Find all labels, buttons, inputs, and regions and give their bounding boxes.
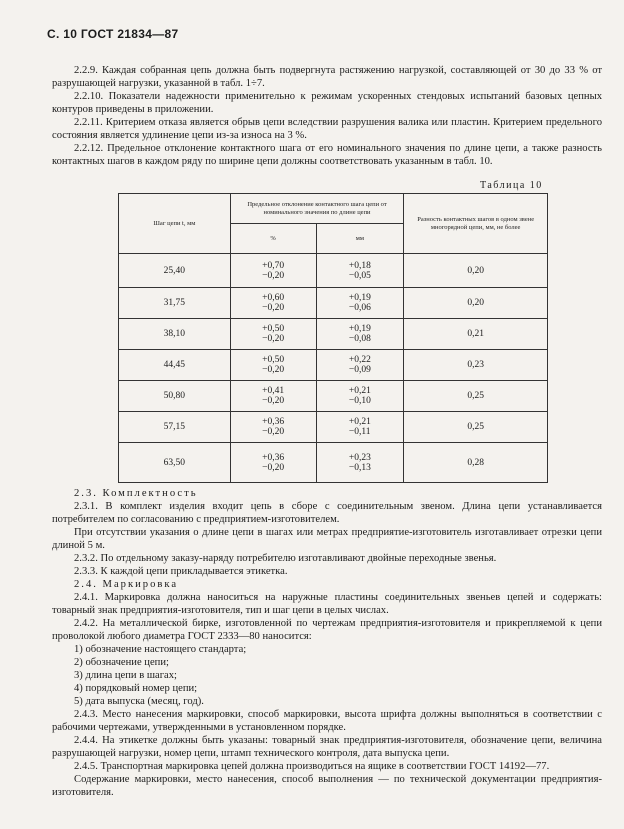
table-caption: Таблица 10: [480, 180, 543, 191]
cell-difference: 0,25: [404, 381, 548, 412]
header-pitch: Шаг цепи t, мм: [119, 194, 231, 254]
section-2-3-title: 2.3. Комплектность: [74, 488, 198, 499]
paragraphs-top: [52, 64, 602, 168]
cell-mm: +0,18 −0,05: [316, 254, 404, 288]
cell-pitch: 57,15: [119, 412, 231, 443]
table-row: [119, 288, 548, 319]
paragraph-2-2-9: 2.2.9. Каждая собранная цепь должна быть подвергнута растяжению нагрузкой, составляющей от 30 до 33 % от разрушающей нагрузки, указанной в табл. 1÷7.: [52, 65, 602, 89]
cell-pitch: 38,10: [119, 319, 231, 350]
cell-mm: +0,21 −0,10: [316, 381, 404, 412]
cell-difference: 0,28: [404, 443, 548, 483]
cell-percent: +0,60 −0,20: [230, 288, 316, 319]
list-item: 1) обозначение настоящего стандарта;: [74, 644, 247, 655]
cell-percent: +0,41 −0,20: [230, 381, 316, 412]
list-item: 5) дата выпуска (месяц, год).: [74, 696, 204, 707]
paragraphs-bottom: [52, 487, 602, 799]
table-row: [119, 412, 548, 443]
cell-mm: +0,22 −0,09: [316, 350, 404, 381]
paragraph-2-4-3: 2.4.3. Место нанесения маркировки, способ маркировки, высота шрифта должны выполняться в соответствии с рабочими чертежами, утвержденными в установленном порядке.: [52, 709, 602, 733]
cell-pitch: 31,75: [119, 288, 231, 319]
table-row: [119, 443, 548, 483]
cell-percent: +0,50 −0,20: [230, 319, 316, 350]
cell-mm: +0,19 −0,06: [316, 288, 404, 319]
list-item: 2) обозначение цепи;: [74, 657, 169, 668]
table-row: [119, 254, 548, 288]
paragraph-2-4-2: 2.4.2. На металлической бирке, изготовленной по чертежам предприятия-изготовителя и прикрепляемой к цепи проволокой любого диаметра ГОСТ 2333—80 наносится:: [52, 618, 602, 642]
header-difference: Разность контактных шагов в одном звене многорядной цепи, мм, не более: [404, 194, 548, 254]
paragraph-2-4-4: 2.4.4. На этикетке должны быть указаны: товарный знак предприятия-изготовителя, обозначение цепи, величина разрушающей нагрузки, номер цепи, штамп технического контроля, дата выпуска цепи.: [52, 735, 602, 759]
paragraph-2-2-12: 2.2.12. Предельное отклонение контактного шага от его номинального значения по длине цепи, а также разность контактных шагов в каждом ряду по ширине цепи должны соответствовать указанным в табл. 10.: [52, 143, 602, 167]
paragraph-2-4-5: 2.4.5. Транспортная маркировка цепей должна производиться на ящике в соответствии ГОСТ 14192—77.: [74, 761, 550, 772]
cell-difference: 0,20: [404, 254, 548, 288]
paragraph-2-2-10: 2.2.10. Показатели надежности применительно к режимам ускоренных стендовых испытаний базовых цепных контуров приведены в приложении.: [52, 91, 602, 115]
cell-mm: +0,21 −0,11: [316, 412, 404, 443]
paragraph-2-3-2: 2.3.2. По отдельному заказу-наряду потребителю изготавливают двойные переходные звенья.: [74, 553, 497, 564]
cell-percent: +0,70 −0,20: [230, 254, 316, 288]
table-row: [119, 319, 548, 350]
cell-percent: +0,36 −0,20: [230, 412, 316, 443]
cell-mm: +0,19 −0,08: [316, 319, 404, 350]
cell-mm: +0,23 −0,13: [316, 443, 404, 483]
cell-difference: 0,23: [404, 350, 548, 381]
cell-difference: 0,20: [404, 288, 548, 319]
table-row: [119, 381, 548, 412]
page-header: С. 10 ГОСТ 21834—87: [47, 27, 179, 41]
paragraph-last: Содержание маркировки, место нанесения, способ выполнения — по технической документации предприятия-изготовителя.: [52, 774, 602, 798]
cell-difference: 0,25: [404, 412, 548, 443]
table-10: [118, 193, 548, 483]
section-2-4-title: 2.4. Маркировка: [74, 579, 179, 590]
cell-pitch: 25,40: [119, 254, 231, 288]
paragraph-2-3-1-b: При отсутствии указания о длине цепи в шагах или метрах предприятие-изготовитель изготавливает отрезки цепи длиной 5 м.: [52, 527, 602, 551]
cell-pitch: 63,50: [119, 443, 231, 483]
table-row: [119, 350, 548, 381]
paragraph-2-3-3: 2.3.3. К каждой цепи прикладывается этикетка.: [74, 566, 288, 577]
cell-pitch: 50,80: [119, 381, 231, 412]
cell-percent: +0,50 −0,20: [230, 350, 316, 381]
list-item: 3) длина цепи в шагах;: [74, 670, 177, 681]
cell-difference: 0,21: [404, 319, 548, 350]
list-item: 4) порядковый номер цепи;: [74, 683, 198, 694]
paragraph-2-3-1: 2.3.1. В комплект изделия входит цепь в сборе с соединительным звеном. Длина цепи устанавливается потребителем по согласованию с предприятием-изготовителем.: [52, 501, 602, 525]
header-percent: %: [230, 224, 316, 254]
header-mm: мм: [316, 224, 404, 254]
cell-pitch: 44,45: [119, 350, 231, 381]
paragraph-2-4-1: 2.4.1. Маркировка должна наноситься на наружные пластины соединительных звеньев цепей и содержать: товарный знак предприятия-изготовителя, тип и шаг цепи в целых числах.: [52, 592, 602, 616]
header-deviation: Предельное отклонение контактного шага цепи от номинального значения по длине цепи: [230, 194, 404, 224]
paragraph-2-2-11: 2.2.11. Критерием отказа является обрыв цепи вследствии разрушения валика или пластин. Критерием предельного состояния является удлинение цепи из-за износа на 3 %.: [52, 117, 602, 141]
cell-percent: +0,36 −0,20: [230, 443, 316, 483]
